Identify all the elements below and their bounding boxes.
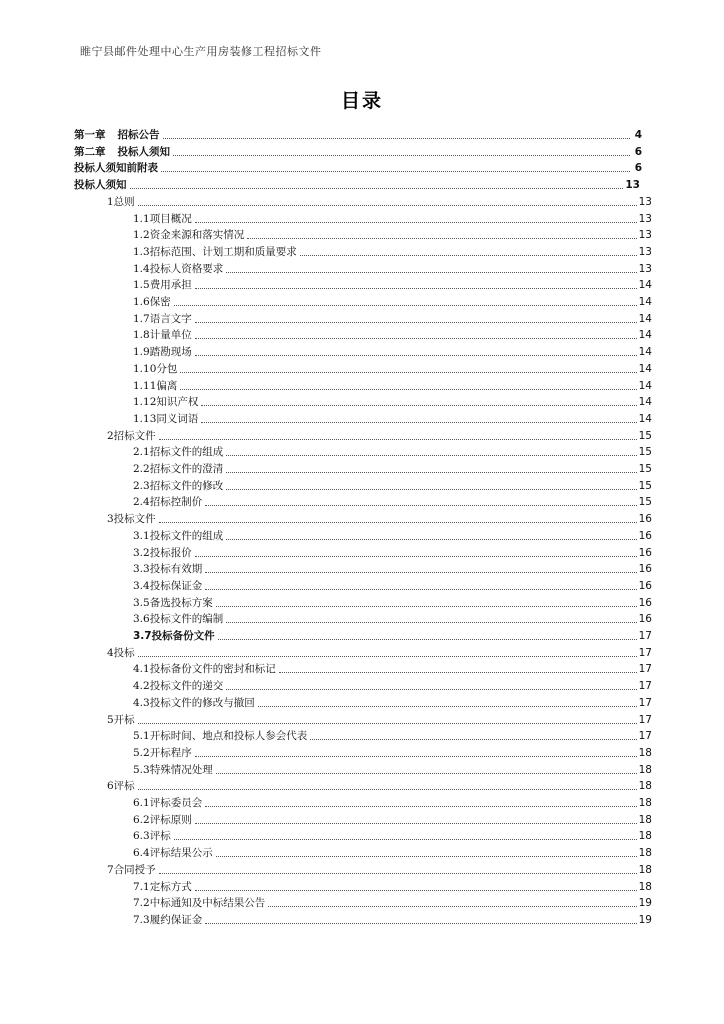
toc-chapter-number: 第一章: [74, 129, 106, 141]
toc-page-number: 18: [638, 880, 652, 893]
toc-dot-leader: [195, 337, 637, 339]
toc-entry-label: [133, 912, 203, 928]
toc-entry-label: [133, 294, 172, 310]
toc-entry[interactable]: [133, 745, 652, 761]
toc-dot-leader: [247, 237, 636, 239]
toc-page-number: 16: [638, 529, 652, 542]
toc-chapter-number: 第二章: [74, 145, 106, 158]
toc-entry-text: 投标人须知前附表: [74, 162, 158, 175]
toc-page-number: 18: [638, 847, 652, 860]
toc-entry-text: 6.3评标: [133, 830, 171, 843]
toc-dot-leader: [310, 738, 636, 740]
toc-entry-label: [133, 828, 172, 844]
toc-entry-text: 5.1开标时间、地点和投标人参会代表: [133, 730, 308, 743]
toc-entry-text: 5开标: [107, 713, 135, 726]
toc-entry[interactable]: [133, 578, 652, 594]
toc-dot-leader: [159, 438, 637, 440]
toc-entry-text: 1总则: [107, 195, 135, 208]
toc-entry-label: [133, 394, 199, 410]
toc-page-number: 18: [638, 830, 652, 843]
toc-entry-label: [133, 561, 203, 577]
toc-entry-label: [133, 812, 193, 828]
toc-dot-leader: [195, 221, 637, 223]
toc-page-number: 13: [638, 195, 652, 208]
toc-entry[interactable]: [107, 862, 652, 878]
toc-page-number: 18: [638, 863, 652, 876]
toc-dot-leader: [174, 838, 637, 840]
toc-page-number: 14: [638, 312, 652, 325]
toc-page-number: 4: [634, 129, 642, 141]
toc-entry[interactable]: [133, 828, 652, 844]
toc-dot-leader: [201, 421, 636, 423]
toc-entry-text: 3.6投标文件的编制: [133, 613, 224, 626]
toc-page-number: 16: [638, 596, 652, 609]
toc-entry-label: [133, 611, 224, 627]
toc-entry-text: 3.4投标保证金: [133, 579, 203, 592]
toc-entry-text: 1.4投标人资格要求: [133, 262, 224, 275]
toc-entry-text: 1.12知识产权: [133, 396, 199, 409]
toc-page-number: 14: [638, 412, 652, 425]
toc-dot-leader: [226, 271, 636, 273]
toc-dot-leader: [226, 538, 636, 540]
toc-dot-leader: [195, 354, 637, 356]
toc-dot-leader: [195, 755, 637, 757]
toc-entry[interactable]: [133, 494, 652, 510]
toc-entry-text: 4.3投标文件的修改与撤回: [133, 696, 255, 709]
toc-entry-label: [133, 361, 178, 377]
toc-entry[interactable]: [133, 444, 652, 460]
toc-entry-text: 7.1定标方式: [133, 880, 192, 893]
toc-dot-leader: [300, 254, 637, 256]
toc-entry-text: 3.7投标备份文件: [133, 630, 215, 642]
toc-page-number: 16: [638, 613, 652, 626]
toc-entry-label: [133, 211, 193, 227]
toc-page-number: 16: [638, 563, 652, 576]
toc-dot-leader: [180, 371, 636, 373]
toc-entry-label: [133, 678, 224, 694]
toc-entry-label: [133, 661, 277, 677]
toc-entry-label: [133, 378, 178, 394]
toc-page-number: 6: [634, 162, 642, 175]
toc-entry[interactable]: [133, 461, 652, 477]
toc-page-number: 14: [638, 396, 652, 409]
toc-entry-text: 2.2招标文件的澄清: [133, 463, 224, 475]
toc-entry-text: 1.9踏勘现场: [133, 346, 192, 359]
toc-entry[interactable]: [133, 595, 652, 611]
toc-page-number: 17: [638, 730, 652, 743]
toc-dot-leader: [195, 889, 637, 891]
toc-page-number: 15: [638, 429, 652, 442]
toc-page-number: 16: [638, 579, 652, 592]
toc-entry-label: [133, 244, 298, 260]
toc-dot-leader: [216, 772, 637, 774]
toc-entry-label: [133, 344, 193, 360]
toc-entry-label: [133, 578, 203, 594]
toc-entry-label: [133, 461, 224, 477]
toc-entry-label: [133, 695, 256, 711]
toc-page-number: 14: [638, 279, 652, 292]
toc-entry[interactable]: [133, 294, 652, 310]
toc-page-number: 17: [638, 630, 652, 642]
toc-entry[interactable]: [107, 712, 652, 728]
toc-entry-text: 3.1投标文件的组成: [133, 529, 224, 542]
toc-page-number: 13: [638, 245, 652, 258]
toc-entry-label: [133, 528, 224, 544]
toc-entry-text: 1.1项目概况: [133, 212, 192, 225]
toc-entry-label: [133, 277, 193, 293]
toc-entry[interactable]: [133, 478, 652, 494]
toc-dot-leader: [174, 304, 637, 306]
toc-entry-label: [133, 411, 199, 427]
toc-page-number: 18: [638, 763, 652, 776]
toc-dot-leader: [138, 788, 637, 790]
toc-entry-label: [133, 628, 216, 644]
toc-entry-label: [74, 144, 171, 160]
toc-entry[interactable]: [133, 895, 652, 911]
toc-dot-leader: [195, 822, 637, 824]
toc-dot-leader: [138, 655, 637, 657]
toc-dot-leader: [268, 905, 636, 907]
toc-entry-label: [107, 428, 157, 444]
toc-entry[interactable]: [133, 528, 652, 544]
page-title: 目录: [340, 90, 383, 112]
toc-entry[interactable]: [133, 561, 652, 577]
toc-dot-leader: [173, 154, 630, 156]
toc-entry-text: 投标人须知: [117, 145, 170, 158]
toc-entry-text: 1.10分包: [133, 362, 178, 375]
toc-dot-leader: [226, 621, 636, 623]
toc-entry-label: [74, 127, 161, 143]
toc-entry[interactable]: [107, 194, 652, 210]
toc-dot-leader: [205, 922, 636, 924]
toc-entry[interactable]: [133, 611, 652, 627]
toc-dot-leader: [195, 321, 637, 323]
toc-entry-label: [107, 778, 136, 794]
toc-dot-leader: [226, 454, 636, 456]
toc-entry-text: 7.2中标通知及中标结果公告: [133, 897, 266, 910]
toc-entry[interactable]: [133, 378, 652, 394]
toc-entry-label: [133, 895, 266, 911]
toc-entry-label: [74, 160, 159, 176]
toc-entry-text: 6.2评标原则: [133, 813, 192, 826]
toc-entry[interactable]: [133, 879, 652, 895]
toc-dot-leader: [195, 287, 637, 289]
toc-entry[interactable]: [107, 778, 652, 794]
toc-dot-leader: [226, 488, 636, 490]
toc-entry-label: [133, 261, 224, 277]
toc-entry[interactable]: [74, 144, 642, 160]
toc-entry-text: 2.4招标控制价: [133, 496, 203, 509]
toc-page-number: 17: [638, 713, 652, 726]
toc-entry-label: [74, 177, 128, 193]
toc-entry-text: 1.8计量单位: [133, 329, 192, 342]
toc-page-number: 14: [638, 296, 652, 308]
toc-dot-leader: [205, 588, 636, 590]
toc-dot-leader: [163, 137, 631, 139]
toc-page-number: 13: [625, 179, 640, 192]
toc-page-number: 15: [638, 496, 652, 509]
toc-dot-leader: [218, 638, 637, 640]
toc-page-number: 14: [638, 346, 652, 359]
toc-entry-label: [133, 762, 214, 778]
toc-entry-text: 1.6保密: [133, 296, 171, 308]
toc-dot-leader: [226, 471, 636, 473]
toc-entry-text: 4.1投标备份文件的密封和标记: [133, 663, 276, 676]
toc-entry-text: 3.2投标报价: [133, 546, 192, 559]
toc-entry-label: [133, 879, 193, 895]
toc-entry[interactable]: [107, 645, 652, 661]
toc-entry[interactable]: [74, 177, 640, 193]
toc-entry[interactable]: [107, 428, 652, 444]
toc-entry-label: [133, 795, 203, 811]
toc-entry[interactable]: [74, 160, 642, 176]
toc-entry[interactable]: [133, 912, 652, 928]
toc-entry-text: 2招标文件: [107, 429, 156, 442]
toc-entry[interactable]: [74, 127, 642, 143]
toc-page-number: 14: [638, 329, 652, 342]
toc-dot-leader: [180, 388, 636, 390]
toc-entry-text: 1.7语言文字: [133, 312, 192, 325]
toc-entry-text: 7.3履约保证金: [133, 913, 203, 926]
toc-dot-leader: [205, 571, 636, 573]
toc-entry[interactable]: [133, 227, 652, 243]
toc-dot-leader: [205, 805, 636, 807]
toc-entry-text: 3投标文件: [107, 513, 156, 526]
toc-dot-leader: [159, 872, 637, 874]
toc-dot-leader: [201, 404, 636, 406]
toc-entry-label: [133, 478, 224, 494]
toc-entry-text: 3.3投标有效期: [133, 563, 203, 576]
toc-page-number: 18: [638, 813, 652, 826]
toc-dot-leader: [130, 187, 624, 189]
toc-entry[interactable]: [133, 845, 652, 861]
toc-entry-label: [133, 845, 214, 861]
toc-page-number: 14: [638, 379, 652, 392]
toc-entry[interactable]: [133, 661, 652, 677]
toc-entry[interactable]: [133, 695, 652, 711]
toc-entry-text: 5.3特殊情况处理: [133, 763, 213, 776]
toc-dot-leader: [159, 521, 637, 523]
toc-entry-label: [133, 494, 203, 510]
toc-entry[interactable]: [133, 545, 652, 561]
toc-entry[interactable]: [133, 394, 652, 410]
toc-entry-label: [133, 227, 245, 243]
toc-page-number: 17: [638, 663, 652, 676]
toc-entry-text: 6评标: [107, 780, 135, 793]
toc-dot-leader: [161, 170, 630, 172]
toc-page-number: 14: [638, 362, 652, 375]
toc-entry-label: [133, 595, 214, 611]
toc-entry[interactable]: [133, 411, 652, 427]
toc-entry-label: [107, 712, 136, 728]
toc-dot-leader: [138, 722, 637, 724]
toc-page-number: 18: [638, 780, 652, 793]
toc-entry[interactable]: [133, 795, 652, 811]
toc-entry-text: 6.1评标委员会: [133, 797, 203, 809]
toc-entry-text: 招标公告: [117, 129, 160, 141]
toc-entry-label: [133, 545, 193, 561]
toc-entry[interactable]: [133, 678, 652, 694]
toc-page-number: 17: [638, 696, 652, 709]
toc-page-number: 15: [638, 446, 652, 459]
toc-entry-text: 1.3招标范围、计划工期和质量要求: [133, 245, 297, 258]
toc-page-number: 18: [638, 797, 652, 809]
toc-entry-text: 1.5费用承担: [133, 279, 192, 292]
toc-entry-label: [107, 511, 157, 527]
toc-entry-label: [133, 327, 193, 343]
toc-entry[interactable]: [133, 261, 652, 277]
toc-entry-text: 3.5备选投标方案: [133, 596, 213, 609]
toc-entry[interactable]: [133, 277, 652, 293]
toc-entry-text: 4投标: [107, 646, 135, 659]
toc-page-number: 16: [638, 513, 652, 526]
toc-entry-label: [133, 728, 308, 744]
toc-page-number: 13: [638, 212, 652, 225]
toc-entry[interactable]: [133, 628, 652, 644]
toc-entry-text: 1.2资金来源和落实情况: [133, 229, 245, 242]
document-header: 睢宁县邮件处理中心生产用房装修工程招标文件: [80, 45, 322, 58]
toc-entry-text: 投标人须知: [74, 179, 127, 192]
toc-entry-text: 5.2开标程序: [133, 746, 192, 759]
toc-entry-label: [107, 194, 136, 210]
toc-page-number: 16: [638, 546, 652, 559]
toc-entry[interactable]: [133, 361, 652, 377]
toc-entry[interactable]: [133, 211, 652, 227]
toc-entry-label: [107, 645, 136, 661]
toc-page-number: 18: [638, 746, 652, 759]
toc-dot-leader: [205, 504, 636, 506]
toc-entry[interactable]: [133, 311, 652, 327]
toc-entry-text: 2.1招标文件的组成: [133, 446, 224, 459]
toc-entry-text: 2.3招标文件的修改: [133, 479, 224, 492]
toc-entry-label: [133, 745, 193, 761]
toc-entry-label: [107, 862, 157, 878]
toc-dot-leader: [258, 705, 637, 707]
toc-page-number: 13: [638, 229, 652, 242]
toc-entry[interactable]: [107, 511, 652, 527]
toc-entry-label: [133, 444, 224, 460]
toc-page-number: 19: [638, 913, 652, 926]
toc-page-number: 17: [638, 680, 652, 693]
toc-dot-leader: [279, 671, 637, 673]
toc-entry[interactable]: [133, 344, 652, 360]
toc-dot-leader: [226, 688, 636, 690]
toc-page-number: 19: [638, 897, 652, 910]
toc-dot-leader: [216, 855, 637, 857]
toc-entry-label: [133, 311, 193, 327]
toc-dot-leader: [138, 204, 637, 206]
toc-page-number: 15: [638, 463, 652, 475]
toc-entry[interactable]: [133, 327, 652, 343]
toc-entry-text: 7合同授予: [107, 863, 156, 876]
toc-entry[interactable]: [133, 812, 652, 828]
toc-entry[interactable]: [133, 244, 652, 260]
toc-page-number: 13: [638, 262, 652, 275]
toc-page-number: 6: [634, 145, 642, 158]
toc-entry-text: 4.2投标文件的递交: [133, 680, 224, 693]
toc-entry[interactable]: [133, 728, 652, 744]
toc-dot-leader: [195, 555, 637, 557]
toc-page-number: 17: [638, 646, 652, 659]
toc-page-number: 15: [638, 479, 652, 492]
toc-entry-text: 6.4评标结果公示: [133, 847, 213, 860]
toc-dot-leader: [216, 605, 637, 607]
toc-entry[interactable]: [133, 762, 652, 778]
toc-entry-text: 1.11偏离: [133, 379, 178, 392]
toc-entry-text: 1.13同义词语: [133, 412, 199, 425]
